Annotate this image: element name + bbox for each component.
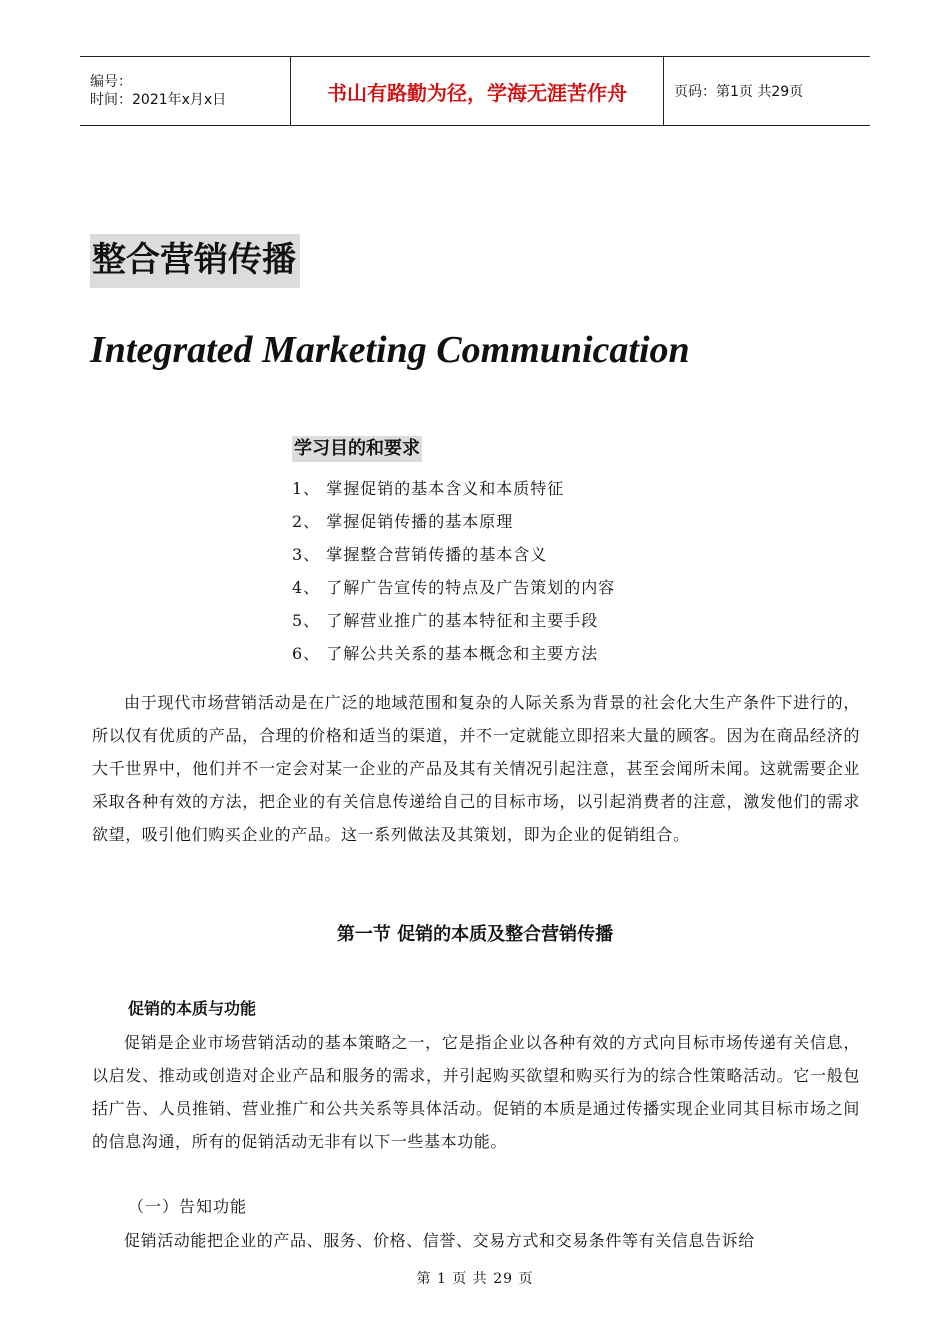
page-footer: 第 1 页 共 29 页 [416, 1271, 534, 1287]
header-meta [80, 57, 291, 125]
header-page-info: 页码：第1页 共29页 [674, 84, 804, 100]
list-item: 5、 了解营业推广的基本特征和主要手段 [292, 611, 599, 630]
intro-paragraph: 由于现代市场营销活动是在广泛的地域范围和复杂的人际关系为背景的社会化大生产条件下进行的，所以仅有优质的产品，合理的价格和适当的渠道，并不一定就能立即招来大量的顾客。因为在商品经济的大千世界中，他们并不一定会对某一企业的产品及其有关情况引起注意，甚至会闻所未闻。这就需要企业采取各种有效的方法，把企业的有关信息传递给自己的目标市场，以引起消费者的注意，激发他们的需求欲望，吸引他们购买企业的产品。这一系列做法及其策划，即为企业的促销组合。 [92, 693, 860, 844]
list-item: 6、 了解公共关系的基本概念和主要方法 [292, 644, 599, 663]
header-motto: 书山有路勤为径，学海无涯苦作舟 [291, 57, 664, 125]
document-header [80, 56, 870, 126]
chinese-title: 整合营销传播 [90, 234, 300, 288]
header-number-label: 编号： [90, 74, 132, 90]
list-item: 3、 掌握整合营销传播的基本含义 [292, 545, 548, 564]
list-item: 4、 了解广告宣传的特点及广告策划的内容 [292, 578, 616, 597]
list-item: 1、 掌握促销的基本含义和本质特征 [292, 479, 565, 498]
learning-objectives [292, 436, 615, 670]
section-title: 第一节 促销的本质及整合营销传播 [336, 924, 614, 945]
function-title: （一）告知功能 [128, 1197, 248, 1216]
function-paragraph: 促销活动能把企业的产品、服务、价格、信誉、交易方式和交易条件等有关信息告诉给 [124, 1231, 755, 1250]
list-item: 2、 掌握促销传播的基本原理 [292, 512, 514, 531]
body-paragraph: 促销是企业市场营销活动的基本策略之一，它是指企业以各种有效的方式向目标市场传递有关信息，以启发、推动或创造对企业产品和服务的需求，并引起购买欲望和购买行为的综合性策略活动。它一般包括广告、人员推销、营业推广和公共关系等具体活动。促销的本质是通过传播实现企业同其目标市场之间的信息沟通，所有的促销活动无非有以下一些基本功能。 [92, 1033, 860, 1151]
objectives-list [292, 472, 615, 670]
english-title: Integrated Marketing Communication [90, 329, 690, 371]
objectives-title: 学习目的和要求 [292, 436, 422, 462]
subsection-title: 促销的本质与功能 [128, 999, 257, 1018]
header-time-label: 时间：2021年x月x日 [90, 92, 227, 108]
